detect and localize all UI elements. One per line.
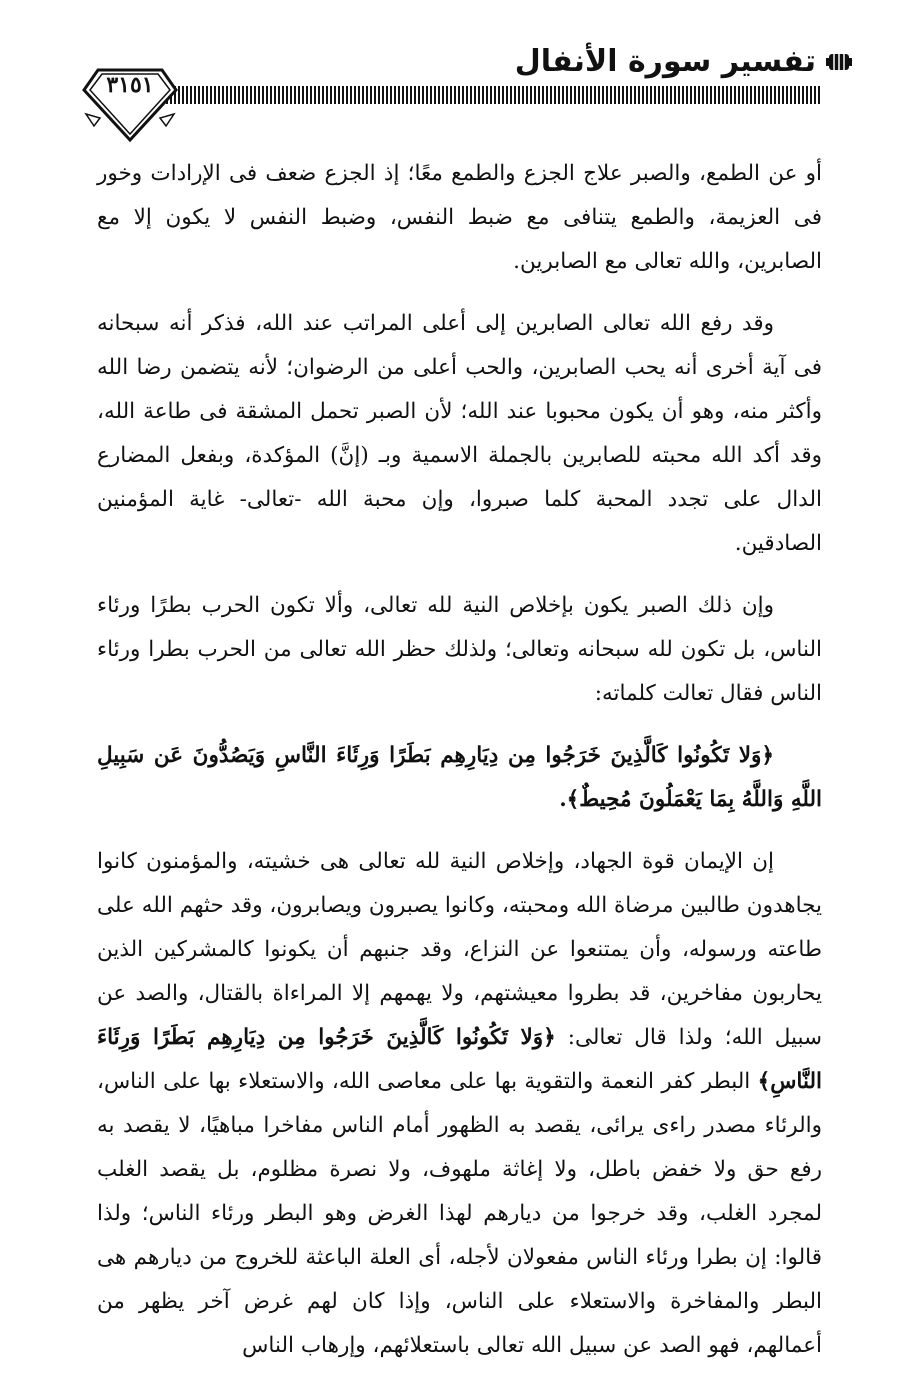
header-rule xyxy=(150,86,822,104)
page-header xyxy=(0,0,922,150)
paragraph-2: وقد رفع الله تعالى الصابرين إلى أعلى المراتب عند الله، فذكر أنه سبحانه فى آية أخرى أنه يحب الصابرين، والحب أعلى من الرضوان؛ لأنه يتضمن رضا الله وأكثر منه، وهو أن يكون محبوبا عند الله؛ لأن الصبر تحمل المشقة فى طاعة الله، وقد أكد الله محبته للصابرين بالجملة الاسمية وبـ (إنَّ) المؤكدة، وبفعل المضارع الدال على تجدد المحبة كلما صبروا، وإن محبة الله -تعالى- غاية المؤمنين الصادقين. xyxy=(97,311,822,556)
running-title xyxy=(515,44,852,79)
page-number: ٣١٥١ xyxy=(106,72,154,98)
title-ornament-icon xyxy=(826,49,852,75)
page-body xyxy=(97,152,822,1386)
paragraph-3: وإن ذلك الصبر يكون بإخلاص النية لله تعالى، وألا تكون الحرب بطرًا ورئاء الناس، بل تكون لله سبحانه وتعالى؛ ولذلك حظر الله تعالى من الحرب بطرا ورئاء الناس فقال تعالت كلماته: xyxy=(97,593,822,706)
paragraph-4-verse: ﴿وَلا تَكُونُوا كَالَّذِينَ خَرَجُوا مِن دِيَارِهِم بَطَرًا وَرِئَاءَ النَّاسِ﴾ xyxy=(97,1025,822,1094)
paragraph-4-part-b: البطر كفر النعمة والتقوية بها على معاصى الله، والاستعلاء بها على الناس، والرئاء مصدر راءى يرائى، يقصد به الظهور أمام الناس مفاخرا مباهيًا، لا يقصد به رفع حق ولا خفض باطل، ولا إغاثة ملهوف، ولا نصرة مظلوم، بل يقصد الغلب لمجرد الغلب، وقد خرجوا من ديارهم لهذا الغرض وهو البطر ورئاء الناس؛ ولذا قالوا: إن بطرا ورئاء الناس مفعولان لأجله، أى العلة الباعثة للخروج من ديارهم هى البطر والمفاخرة والاستعلاء على الناس، وإذا كان لهم غرض آخر يظهر من أعمالهم، فهو الصد عن سبيل الله تعالى باستعلائهم، وإرهاب الناس xyxy=(97,1069,822,1358)
chapter-title: تفسير سورة الأنفال xyxy=(514,44,816,79)
paragraph-4-part-a: إن الإيمان قوة الجهاد، وإخلاص النية لله تعالى هى خشيته، والمؤمنون كانوا يجاهدون طالبين مرضاة الله ومحبته، وكانوا يصبرون ويصابرون، وقد حثهم الله على طاعته ورسوله، وأن يمتنعوا عن النزاع، وقد جنبهم أن يكونوا كالمشركين الذين يحاربون مفاخرين، قد بطروا معيشتهم، ولا يهمهم إلا المراءاة بالقتال، والصد عن سبيل الله؛ ولذا قال تعالى: xyxy=(97,849,822,1050)
paragraph-4 xyxy=(97,840,822,1368)
paragraph-1: أو عن الطمع، والصبر علاج الجزع والطمع معًا؛ إذ الجزع ضعف فى الإرادات وخور فى العزيمة، والطمع يتنافى مع ضبط النفس، وضبط النفس لا يكون إلا مع الصابرين، والله تعالى مع الصابرين. xyxy=(97,161,822,274)
page-number-badge-icon xyxy=(80,56,180,146)
quran-verse: ﴿وَلا تَكُونُوا كَالَّذِينَ خَرَجُوا مِن دِيَارِهِم بَطَرًا وَرِئَاءَ النَّاسِ وَيَصُدُّونَ عَن سَبِيلِ اللَّهِ وَاللَّهُ بِمَا يَعْمَلُونَ مُحِيطٌ﴾. xyxy=(97,743,822,812)
